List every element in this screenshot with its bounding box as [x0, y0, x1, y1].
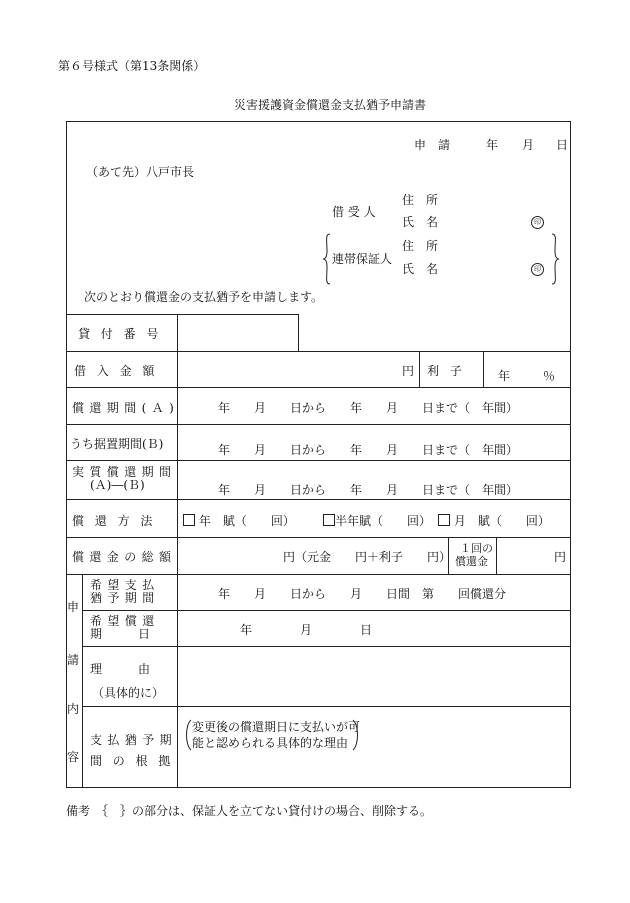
borrower-seal: 印 [531, 216, 544, 229]
grid-line [66, 499, 571, 500]
side-label-1: 申 [67, 600, 80, 614]
desired-period-label-2: 猶予期間 [90, 591, 160, 605]
repay-period-label: 償還期間(Ａ) [72, 401, 180, 415]
basis-note-2: 能と認められる具体的な理由 [192, 736, 349, 750]
reason-label: 理 由 [90, 662, 151, 676]
per-payment-label-2: 償還金 [455, 555, 488, 568]
method-monthly-label: 月 賦（ 回） [453, 514, 550, 528]
grid-line [177, 314, 178, 788]
guarantor-seal: 印 [531, 263, 544, 276]
guarantor-name-label: 氏 名 [402, 262, 439, 276]
statement: 次のとおり償還金の支払猶予を申請します。 [84, 290, 324, 304]
grid-line [419, 351, 420, 387]
grid-line [66, 387, 571, 388]
basis-label-2: 間の根拠 [90, 754, 182, 768]
total-label: 償還金の総額 [72, 550, 177, 564]
actual-period-value: 年 月 日から 年 月 日まで（ 年間） [218, 483, 519, 497]
grid-line [66, 351, 571, 352]
grid-line [66, 314, 298, 315]
grid-line [483, 351, 484, 387]
desired-date-value: 年 月 日 [240, 623, 373, 637]
side-label-3: 内 [67, 702, 80, 716]
interest-percent: ％ [543, 369, 556, 383]
per-payment-label-1: １回の [460, 542, 493, 555]
actual-period-formula: (Ａ)―(Ｂ) [90, 478, 145, 492]
basis-label-1: 支払猶予期 [90, 733, 178, 747]
side-label-4: 容 [67, 750, 80, 764]
date-month: 月 [522, 138, 535, 152]
loan-amount-yen: 円 [402, 364, 415, 378]
left-brace [322, 233, 332, 285]
desired-period-value: 年 月 日から 月 日間 第 回償還分 [218, 587, 507, 601]
guarantor-address-label: 住 所 [402, 239, 439, 253]
method-semiannual-checkbox[interactable] [323, 514, 335, 526]
desired-date-label-2: 期 日 [90, 627, 151, 641]
grid-line [82, 706, 571, 707]
repay-period-value: 年 月 日から 年 月 日まで（ 年間） [218, 401, 519, 415]
method-semiannual-label: 半年賦（ 回） [335, 514, 432, 528]
grid-line [82, 646, 571, 647]
form-title: 災害援護資金償還金支払猶予申請書 [234, 98, 427, 112]
basis-note-1: 変更後の償還期日に支払いが可 [192, 720, 361, 734]
reason-sublabel: （具体的に） [92, 686, 165, 700]
per-payment-yen: 円 [554, 550, 567, 564]
deferment-period-value: 年 月 日から 年 月 日まで（ 年間） [218, 443, 519, 457]
guarantor-label: 連帯保証人 [332, 252, 393, 266]
actual-period-label: 実質償還期間 [72, 465, 177, 479]
basis-note-right-paren [352, 719, 360, 751]
date-day: 日 [556, 138, 569, 152]
remark: 備考 ｛ ｝の部分は、保証人を立てない貸付けの場合、削除する。 [66, 804, 433, 818]
loan-number-label: 貸付番号 [78, 327, 170, 341]
grid-line [82, 574, 83, 788]
grid-line [66, 574, 571, 575]
form-number: 第６号様式（第13条関係） [58, 59, 206, 73]
interest-label: 利子 [427, 364, 473, 378]
deferment-period-label: うち据置期間(Ｂ) [70, 437, 164, 451]
method-annual-checkbox[interactable] [183, 514, 195, 526]
right-brace [550, 233, 560, 285]
request-label: 申 請 [414, 138, 451, 152]
total-value: 円（元金 円＋利子 円） [283, 550, 452, 564]
desired-period-label-1: 希望支払 [90, 578, 160, 592]
date-year: 年 [486, 138, 499, 152]
interest-year-unit: 年 [498, 369, 511, 383]
addressee: （あて先）八戸市長 [86, 165, 195, 179]
borrower-name-label: 氏 名 [402, 215, 439, 229]
grid-line [496, 537, 497, 574]
loan-amount-label: 借入金額 [74, 364, 166, 378]
borrower-address-label: 住 所 [402, 193, 439, 207]
grid-line [298, 314, 299, 351]
borrower-label: 借 受 人 [332, 205, 376, 219]
method-annual-label: 年 賦（ 回） [198, 514, 295, 528]
grid-line [66, 460, 571, 461]
grid-line [66, 424, 571, 425]
method-label: 償還方法 [72, 514, 164, 528]
basis-note-left-paren [184, 719, 192, 751]
method-monthly-checkbox[interactable] [438, 514, 450, 526]
side-label-2: 請 [67, 653, 80, 667]
desired-date-label-1: 希望償還 [90, 614, 160, 628]
grid-line [82, 610, 571, 611]
